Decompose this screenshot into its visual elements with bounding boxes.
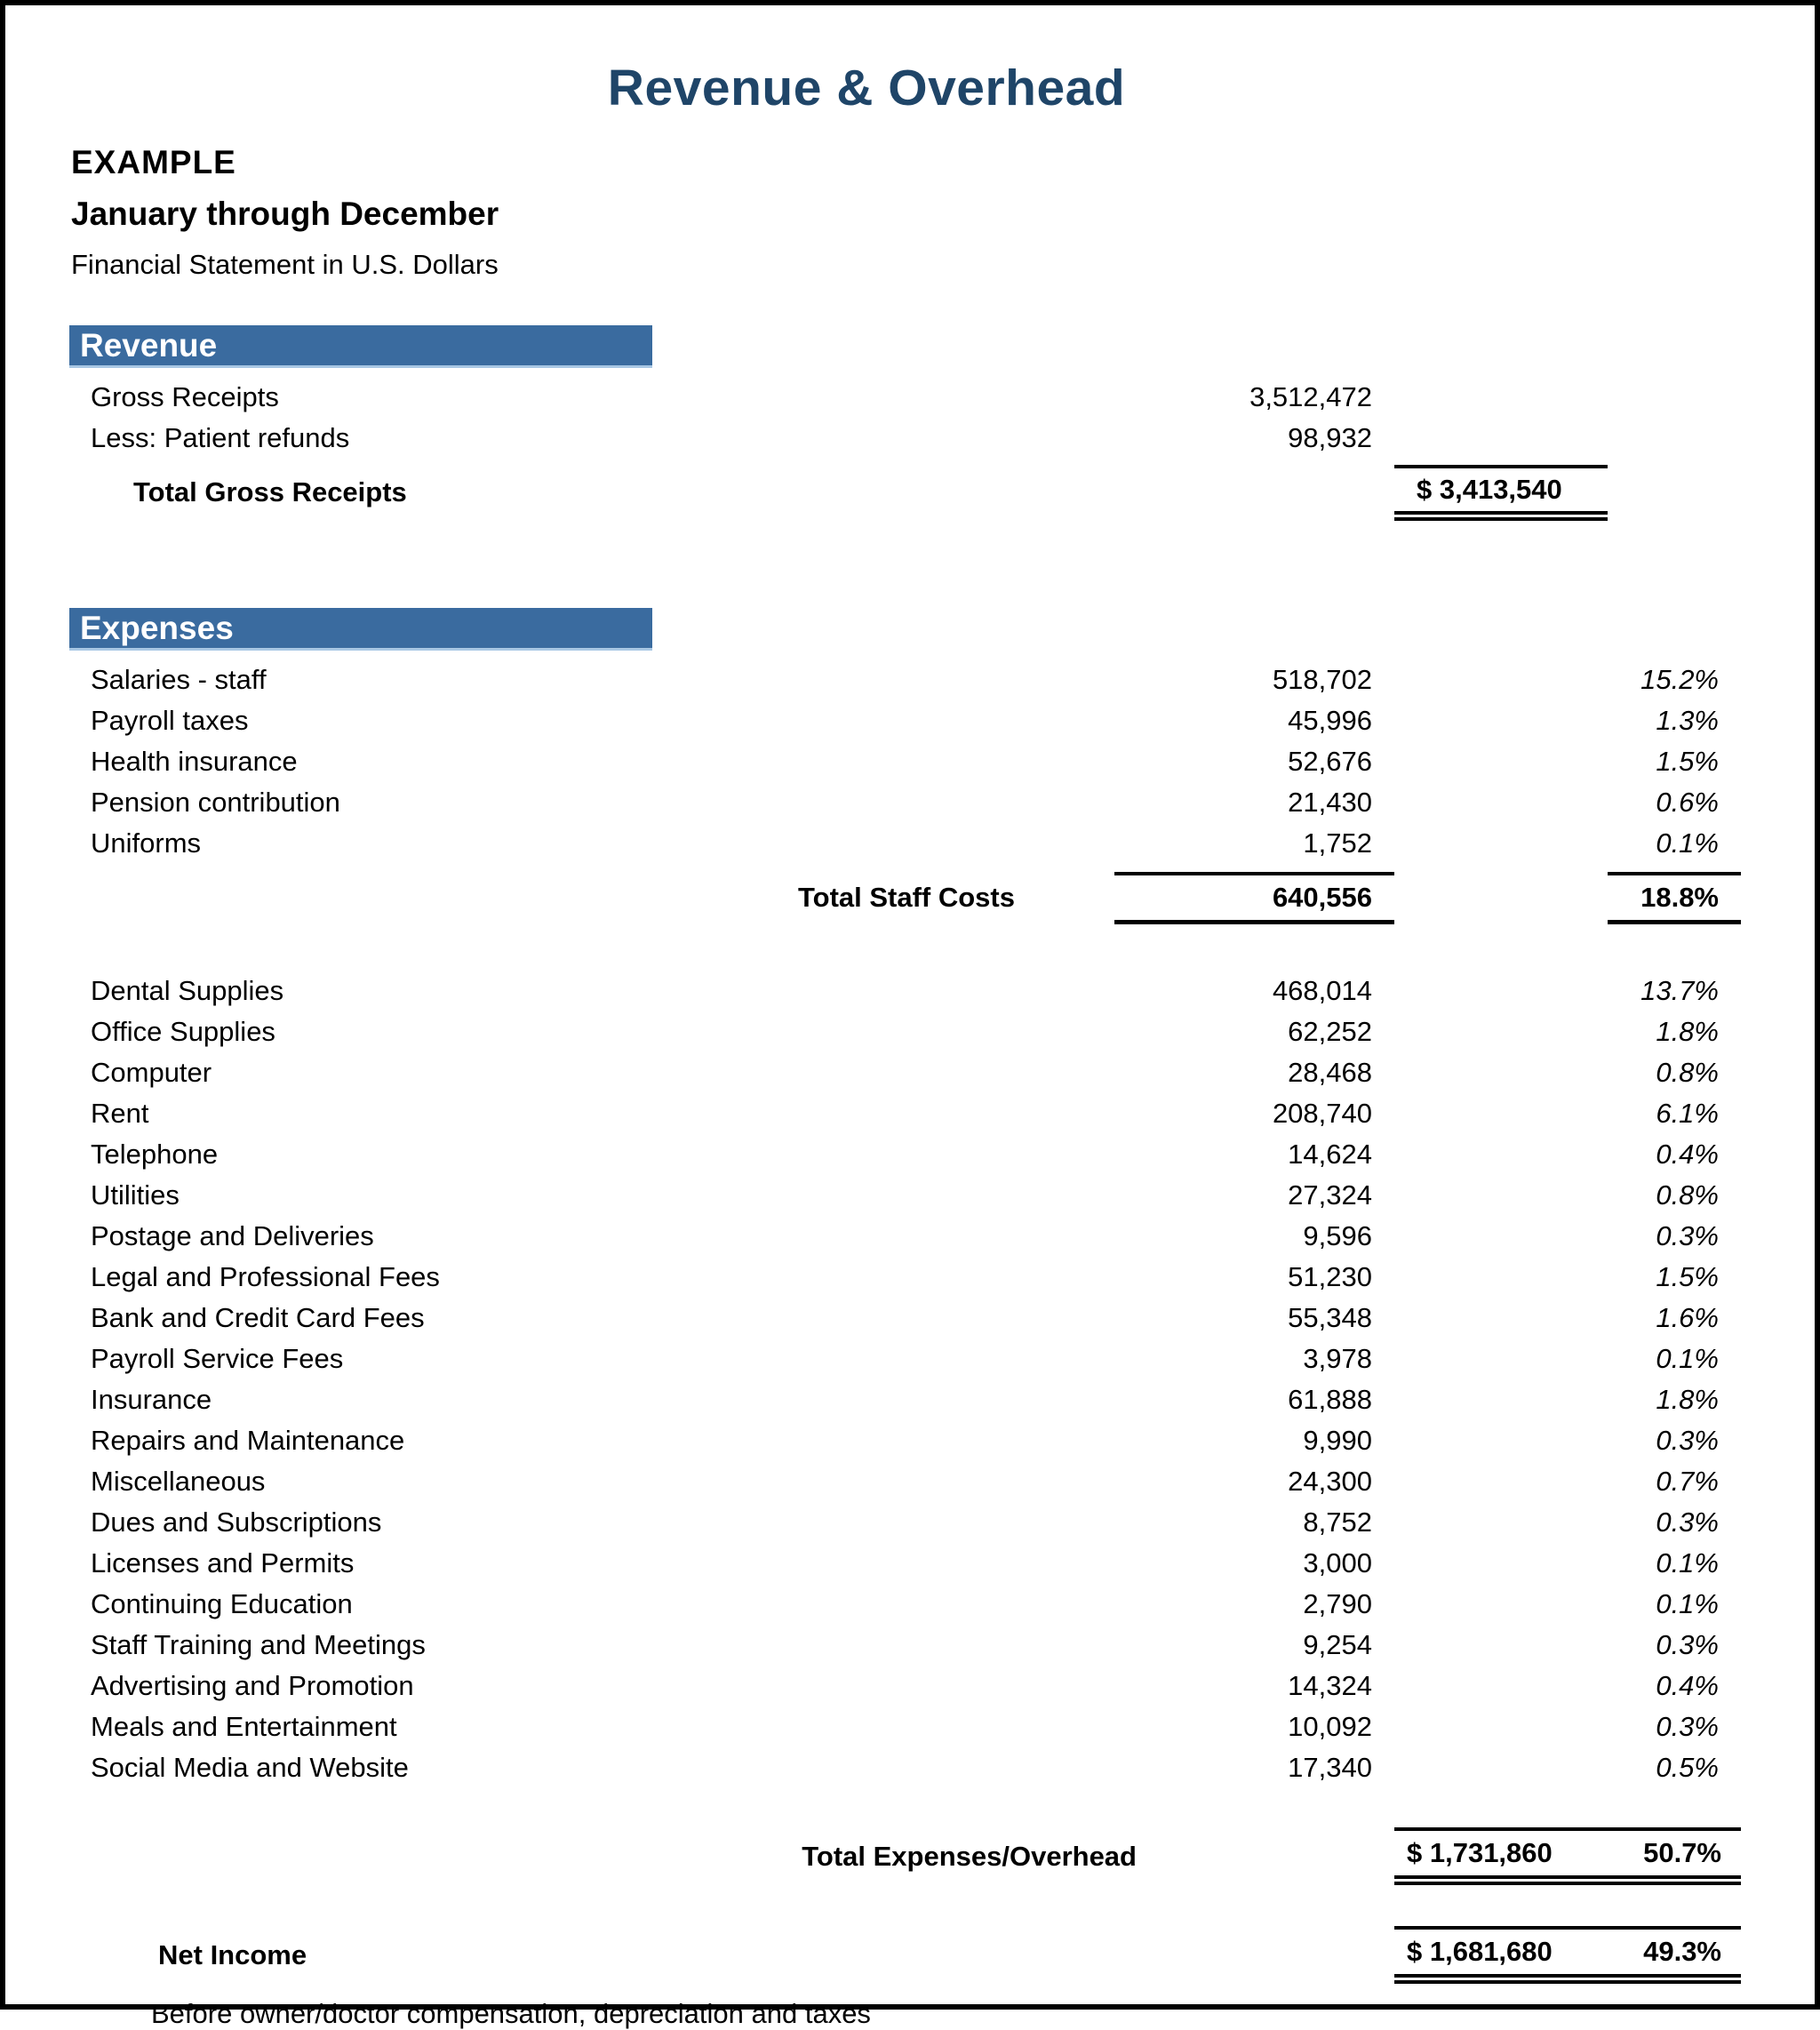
total-expenses-percent: 50.7% (1643, 1837, 1721, 1868)
expense-row (69, 823, 1741, 864)
expense-label: Telephone (91, 1139, 219, 1170)
expense-percent: 0.6% (1656, 787, 1719, 818)
expense-amount: 17,340 (1288, 1752, 1372, 1783)
expense-percent: 0.1% (1656, 1547, 1719, 1578)
expense-amount: 9,990 (1303, 1425, 1372, 1456)
page-title: Revenue & Overhead (607, 60, 1126, 116)
expense-percent: 0.5% (1656, 1752, 1719, 1783)
expense-row (69, 1134, 1741, 1175)
expense-row (69, 1706, 1741, 1747)
expense-label: Bank and Credit Card Fees (91, 1302, 425, 1333)
statement-note: Financial Statement in U.S. Dollars (71, 249, 499, 280)
expense-percent: 0.4% (1656, 1139, 1719, 1170)
expense-percent: 1.8% (1656, 1016, 1719, 1047)
revenue-row-label: Gross Receipts (91, 381, 279, 412)
expense-label: Staff Training and Meetings (91, 1629, 426, 1660)
expense-percent: 13.7% (1640, 975, 1719, 1006)
total-expenses-amount: $ 1,731,860 (1407, 1837, 1553, 1868)
expense-percent: 0.3% (1656, 1507, 1719, 1538)
expense-row (69, 1625, 1741, 1666)
expense-percent: 0.1% (1656, 1343, 1719, 1374)
expense-row (69, 1502, 1741, 1543)
expense-percent: 0.8% (1656, 1057, 1719, 1088)
revenue-total-row (69, 459, 1741, 526)
expense-amount: 61,888 (1288, 1384, 1372, 1415)
expense-row (69, 1052, 1741, 1093)
expense-label: Licenses and Permits (91, 1547, 355, 1578)
expense-label: Office Supplies (91, 1016, 275, 1047)
staff-total-percent: 18.8% (1608, 872, 1741, 924)
expense-percent: 0.3% (1656, 1425, 1719, 1456)
expense-amount: 27,324 (1288, 1179, 1372, 1211)
expense-row (69, 741, 1741, 782)
net-income-cell (1394, 1926, 1741, 1984)
expense-label: Computer (91, 1057, 212, 1088)
expense-percent: 0.3% (1656, 1711, 1719, 1742)
revenue-total-amount: $ 3,413,540 (1394, 465, 1608, 521)
expense-row (69, 1420, 1741, 1461)
revenue-row (69, 418, 1741, 459)
expense-row (69, 1747, 1741, 1788)
expense-amount: 1,752 (1303, 827, 1372, 859)
expense-amount: 28,468 (1288, 1057, 1372, 1088)
total-expenses-cell (1394, 1827, 1741, 1885)
expense-row (69, 659, 1741, 700)
period-label: January through December (71, 196, 499, 232)
net-income-amount: $ 1,681,680 (1407, 1936, 1553, 1967)
expense-row (69, 971, 1741, 1011)
expense-percent: 1.8% (1656, 1384, 1719, 1415)
example-label: EXAMPLE (71, 144, 236, 180)
expense-label: Postage and Deliveries (91, 1220, 374, 1251)
expense-amount: 208,740 (1272, 1098, 1372, 1129)
expense-row (69, 1257, 1741, 1298)
expense-percent: 0.4% (1656, 1670, 1719, 1701)
expense-label: Utilities (91, 1179, 180, 1211)
revenue-row-amount: 98,932 (1288, 422, 1372, 453)
net-income-row (69, 1926, 1741, 1984)
expense-label: Legal and Professional Fees (91, 1261, 440, 1292)
net-income-footnote: Before owner/doctor compensation, depreciation and taxes (151, 1998, 871, 2029)
expense-label: Continuing Education (91, 1588, 353, 1619)
staff-total-label: Total Staff Costs (798, 882, 1015, 913)
expense-percent: 0.1% (1656, 827, 1719, 859)
expense-row (69, 1666, 1741, 1706)
expense-amount: 9,254 (1303, 1629, 1372, 1660)
expense-label: Uniforms (91, 827, 202, 859)
expense-label: Payroll taxes (91, 705, 249, 736)
expense-amount: 62,252 (1288, 1016, 1372, 1047)
expense-label: Social Media and Website (91, 1752, 409, 1783)
expense-row (69, 1339, 1741, 1379)
total-expenses-label: Total Expenses/Overhead (802, 1840, 1137, 1872)
expense-row (69, 1379, 1741, 1420)
expense-percent: 0.7% (1656, 1466, 1719, 1497)
expense-row (69, 1011, 1741, 1052)
expense-amount: 14,324 (1288, 1670, 1372, 1701)
revenue-row (69, 377, 1741, 418)
revenue-section-header: Revenue (69, 325, 652, 368)
expense-amount: 21,430 (1288, 787, 1372, 818)
expense-row (69, 782, 1741, 823)
expense-row (69, 700, 1741, 741)
expense-row (69, 1543, 1741, 1584)
expense-percent: 1.3% (1656, 705, 1719, 736)
expense-label: Dental Supplies (91, 975, 284, 1006)
expense-row (69, 1093, 1741, 1134)
expense-amount: 14,624 (1288, 1139, 1372, 1170)
expense-percent: 0.3% (1656, 1220, 1719, 1251)
expense-label: Insurance (91, 1384, 212, 1415)
expense-row (69, 1216, 1741, 1257)
expense-row (69, 1175, 1741, 1216)
expense-percent: 1.6% (1656, 1302, 1719, 1333)
total-expenses-row (69, 1827, 1741, 1885)
expense-row (69, 1461, 1741, 1502)
expense-row (69, 1298, 1741, 1339)
expense-amount: 51,230 (1288, 1261, 1372, 1292)
expense-amount: 24,300 (1288, 1466, 1372, 1497)
expense-label: Health insurance (91, 746, 298, 777)
expense-amount: 518,702 (1272, 664, 1372, 695)
expense-percent: 0.8% (1656, 1179, 1719, 1211)
expense-amount: 55,348 (1288, 1302, 1372, 1333)
staff-total-row (69, 864, 1741, 931)
expense-amount: 9,596 (1303, 1220, 1372, 1251)
expense-label: Advertising and Promotion (91, 1670, 414, 1701)
expense-amount: 52,676 (1288, 746, 1372, 777)
expense-label: Meals and Entertainment (91, 1711, 397, 1742)
expense-label: Miscellaneous (91, 1466, 266, 1497)
staff-total-amount: 640,556 (1114, 872, 1394, 924)
expense-amount: 10,092 (1288, 1711, 1372, 1742)
net-income-percent: 49.3% (1643, 1936, 1721, 1967)
expense-label: Dues and Subscriptions (91, 1507, 382, 1538)
revenue-row-label: Less: Patient refunds (91, 422, 350, 453)
expense-amount: 45,996 (1288, 705, 1372, 736)
expense-amount: 8,752 (1303, 1507, 1372, 1538)
expense-amount: 3,000 (1303, 1547, 1372, 1578)
expense-label: Payroll Service Fees (91, 1343, 344, 1374)
expense-percent: 6.1% (1656, 1098, 1719, 1129)
expense-amount: 2,790 (1303, 1588, 1372, 1619)
net-income-label: Net Income (158, 1938, 307, 1970)
expenses-section-header: Expenses (69, 608, 652, 651)
revenue-row-amount: 3,512,472 (1249, 381, 1372, 412)
expense-label: Repairs and Maintenance (91, 1425, 405, 1456)
expense-label: Pension contribution (91, 787, 340, 818)
expense-amount: 468,014 (1272, 975, 1372, 1006)
expense-percent: 1.5% (1656, 746, 1719, 777)
expense-percent: 0.1% (1656, 1588, 1719, 1619)
expense-row (69, 1584, 1741, 1625)
expense-amount: 3,978 (1303, 1343, 1372, 1374)
expense-percent: 15.2% (1640, 664, 1719, 695)
revenue-total-label: Total Gross Receipts (133, 476, 407, 508)
expense-label: Rent (91, 1098, 149, 1129)
section-spacer (69, 931, 1815, 971)
expense-label: Salaries - staff (91, 664, 267, 695)
expense-percent: 0.3% (1656, 1629, 1719, 1660)
expense-percent: 1.5% (1656, 1261, 1719, 1292)
